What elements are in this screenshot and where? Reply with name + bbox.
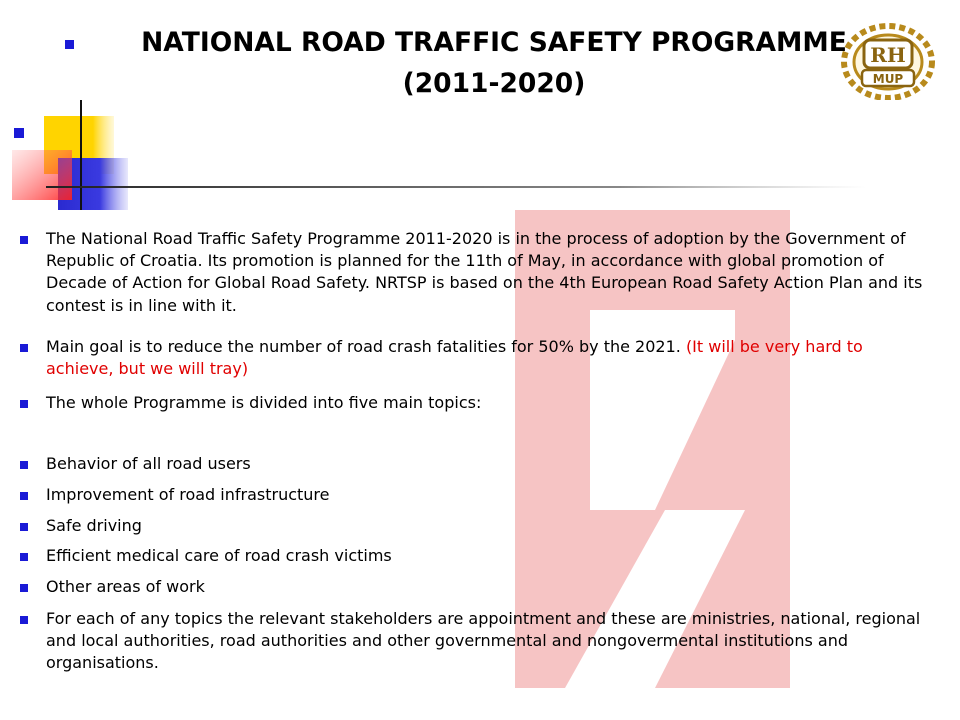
list-item: The whole Programme is divided into five main topics: bbox=[46, 393, 482, 412]
logo-text-bottom: MUP bbox=[872, 72, 904, 86]
list-item: Safe driving bbox=[46, 516, 142, 535]
list-item: Behavior of all road users bbox=[46, 454, 251, 473]
list-item: Improvement of road infrastructure bbox=[46, 485, 330, 504]
bullet-marker bbox=[20, 400, 28, 408]
list-item-text: Main goal is to reduce the number of road crash fatalities for 50% by the 2021. bbox=[46, 337, 686, 356]
list-item-highlight: (It will be very hard to achieve, but we will tray) bbox=[46, 337, 863, 379]
list-item: Other areas of work bbox=[46, 577, 205, 596]
bullet-marker bbox=[20, 584, 28, 592]
bullet-marker bbox=[20, 492, 28, 500]
bullet-marker bbox=[20, 616, 28, 624]
list-item: For each of any topics the relevant stakeholders are appointment and these are ministries, national, regional and local authorities, road authorities and other governmental and nongovermental institutions and organisations. bbox=[46, 609, 921, 673]
list-item: The National Road Traffic Safety Programme 2011-2020 is in the process of adoption by the Government of Republic of Croatia. Its promotion is planned for the 11th of May, in accordance with global promotion of Decade of Action for Global Road Safety. NRTSP is based on the 4th European Road Safety Action Plan and its contest is in line with it. bbox=[46, 229, 923, 315]
list-item bbox=[46, 336, 926, 380]
bullet-marker bbox=[20, 461, 28, 469]
list-item: Efficient medical care of road crash victims bbox=[46, 546, 392, 565]
title-line-1: NATIONAL ROAD TRAFFIC SAFETY PROGRAMME bbox=[141, 27, 847, 58]
title-line-2: (2011-2020) bbox=[402, 68, 586, 99]
logo-text-top: RH bbox=[870, 43, 906, 67]
bullet-marker bbox=[20, 553, 28, 561]
bullet-marker bbox=[20, 236, 28, 244]
bullet-marker bbox=[20, 523, 28, 531]
bullet-marker bbox=[20, 344, 28, 352]
